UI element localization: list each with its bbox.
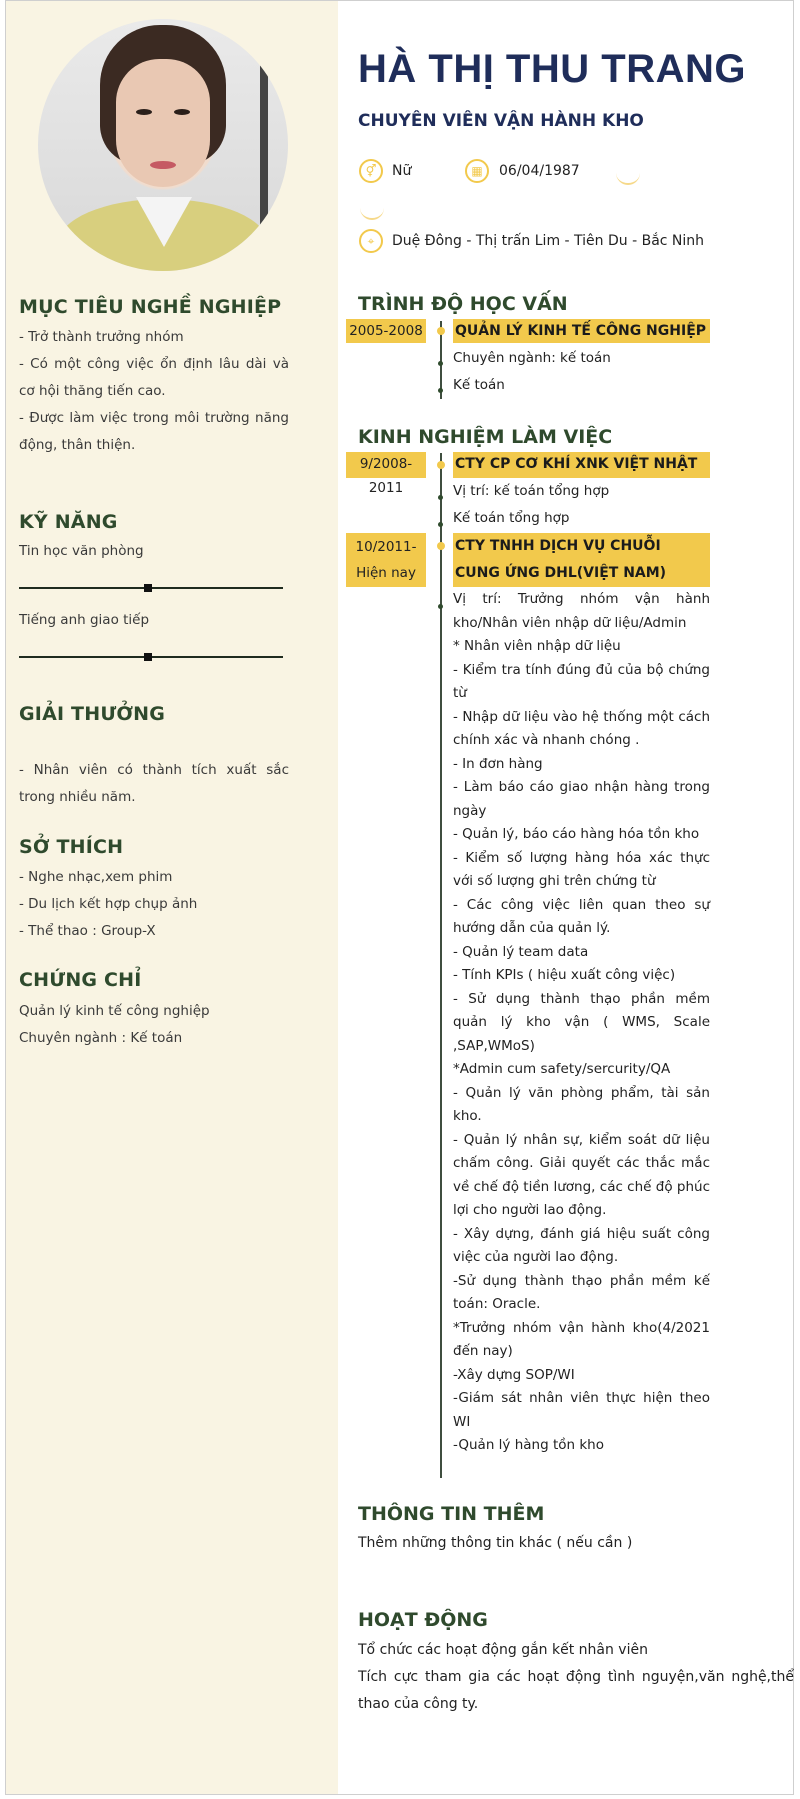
education-school: QUẢN LÝ KINH TẾ CÔNG NGHIỆP (453, 319, 710, 343)
bullet-dot (438, 388, 443, 393)
bullet-dot (438, 495, 443, 500)
experience-title: KINH NGHIỆM LÀM VIỆC (358, 426, 613, 448)
objective-item: - Được làm việc trong môi trường năng động, thân thiện. (19, 410, 289, 453)
job-line: - Quản lý, báo cáo hàng hóa tồn kho (453, 826, 700, 842)
job-line: -Giám sát nhân viên thực hiện theo WI (453, 1390, 710, 1430)
activities-list (358, 1637, 794, 1718)
job-line: Vị trí: kế toán tổng hợp (453, 483, 610, 499)
bullet-dot (438, 604, 443, 609)
location-icon: ⌖ (359, 229, 383, 253)
job-line: - Kiểm số lượng hàng hóa xác thực với số lượng ghi trên chứng từ (453, 849, 710, 889)
job-line: - In đơn hàng (453, 755, 543, 772)
job-line: - Quản lý nhân sự, kiểm soát dữ liệu chấm công. Giải quyết các thắc mắc về chế độ tiền lương, các chế độ phúc lợi cho người lao động. (453, 1131, 710, 1218)
education-date: 2005-2008 (346, 319, 426, 343)
education-title: TRÌNH ĐỘ HỌC VẤN (358, 293, 568, 315)
job-line: *Admin cum safety/sercurity/QA (453, 1061, 671, 1077)
hobbies-list (19, 864, 197, 945)
awards-text: - Nhân viên có thành tích xuất sắc trong nhiều năm. (19, 762, 289, 805)
skill-level-marker (144, 584, 152, 592)
bullet-dot (438, 522, 443, 527)
job-line: *Trưởng nhóm vận hành kho(4/2021 đến nay) (453, 1319, 710, 1359)
extra-title: THÔNG TIN THÊM (358, 1503, 545, 1525)
main-content (338, 1, 793, 1794)
job-date: 9/2008-2011 (346, 452, 426, 478)
job-line: - Quản lý văn phòng phẩm, tài sản kho. (453, 1084, 710, 1124)
job-line: -Quản lý hàng tồn kho (453, 1437, 604, 1453)
job-line: Vị trí: Trưởng nhóm vận hành kho/Nhân viên nhập dữ liệu/Admin (453, 591, 710, 631)
certs-list (19, 998, 210, 1052)
job-line: -Sử dụng thành thạo phần mềm kế toán: Oracle. (453, 1272, 710, 1312)
gender-icon: ⚥ (359, 159, 383, 183)
job-line: - Các công việc liên quan theo sự hướng dẫn của quản lý. (453, 896, 710, 936)
certs-title: CHỨNG CHỈ (19, 969, 142, 991)
job-line: Kế toán tổng hợp (453, 510, 570, 526)
job-date: 10/2011- Hiện nay (346, 533, 426, 587)
objective-title: MỤC TIÊU NGHỀ NGHIỆP (19, 296, 282, 318)
cake-icon: ▦ (465, 159, 489, 183)
extra-text: Thêm những thông tin khác ( nếu cần ) (358, 1535, 633, 1551)
awards-title: GIẢI THƯỞNG (19, 703, 166, 725)
job-line: - Xây dựng, đánh giá hiệu suất công việc của người lao động. (453, 1225, 710, 1265)
objective-item: - Trở thành trưởng nhóm (19, 329, 184, 345)
address-value: Duệ Đông - Thị trấn Lim - Tiên Du - Bắc Ninh (392, 233, 705, 249)
education-line: Chuyên ngành: kế toán (453, 350, 611, 366)
job-description (453, 588, 710, 1458)
objective-list (19, 324, 289, 459)
cv-page (5, 0, 794, 1795)
skill-level-marker (144, 653, 152, 661)
avatar (38, 19, 288, 271)
job-company: CTY TNHH DỊCH VỤ CHUỖI CUNG ỨNG DHL(VIỆT NAM) (453, 533, 710, 587)
empty-info-icon (360, 198, 384, 220)
job-line: - Sử dụng thành thạo phần mềm quản lý kho vận ( WMS, Scale ,SAP,WMoS) (453, 990, 710, 1054)
timeline-dot (437, 542, 445, 550)
job-role: CHUYÊN VIÊN VẬN HÀNH KHO (358, 111, 644, 131)
empty-info-icon (616, 163, 640, 185)
sidebar (6, 1, 338, 1794)
dob-value: 06/04/1987 (499, 163, 580, 179)
activity-item: Tích cực tham gia các hoạt động tình nguyện,văn nghệ,thể thao của công ty. (358, 1669, 794, 1712)
gender-value: Nữ (392, 163, 412, 179)
job-line: - Quản lý team data (453, 943, 589, 960)
job-line: - Kiểm tra tính đúng đủ của bộ chứng từ (453, 661, 710, 701)
cert-item: Quản lý kinh tế công nghiệp (19, 1003, 210, 1019)
activities-title: HOẠT ĐỘNG (358, 1609, 488, 1631)
education-line: Kế toán (453, 377, 505, 393)
job-line: - Nhập dữ liệu vào hệ thống một cách chính xác và nhanh chóng . (453, 708, 710, 748)
timeline-dot (437, 461, 445, 469)
activity-item: Tổ chức các hoạt động gắn kết nhân viên (358, 1642, 648, 1658)
job-line: - Tính KPIs ( hiệu xuất công việc) (453, 967, 676, 983)
job-line: - Làm báo cáo giao nhận hàng trong ngày (453, 779, 710, 819)
objective-item: - Có một công việc ổn định lâu dài và cơ hội thăng tiến cao. (19, 356, 289, 399)
hobby-item: - Nghe nhạc,xem phim (19, 869, 173, 885)
cert-item: Chuyên ngành : Kế toán (19, 1030, 183, 1046)
hobby-item: - Thể thao : Group-X (19, 923, 156, 939)
skill-label: Tin học văn phòng (19, 543, 144, 559)
skills-title: KỸ NĂNG (19, 511, 118, 533)
skill-label: Tiếng anh giao tiếp (19, 612, 150, 628)
job-line: * Nhân viên nhập dữ liệu (453, 638, 621, 654)
job-company: CTY CP CƠ KHÍ XNK VIỆT NHẬT (453, 452, 710, 478)
hobby-item: - Du lịch kết hợp chụp ảnh (19, 896, 198, 912)
hobbies-title: SỞ THÍCH (19, 836, 124, 858)
full-name: HÀ THỊ THU TRANG (358, 47, 746, 91)
bullet-dot (438, 361, 443, 366)
job-line: -Xây dựng SOP/WI (453, 1366, 575, 1383)
timeline-dot (437, 327, 445, 335)
